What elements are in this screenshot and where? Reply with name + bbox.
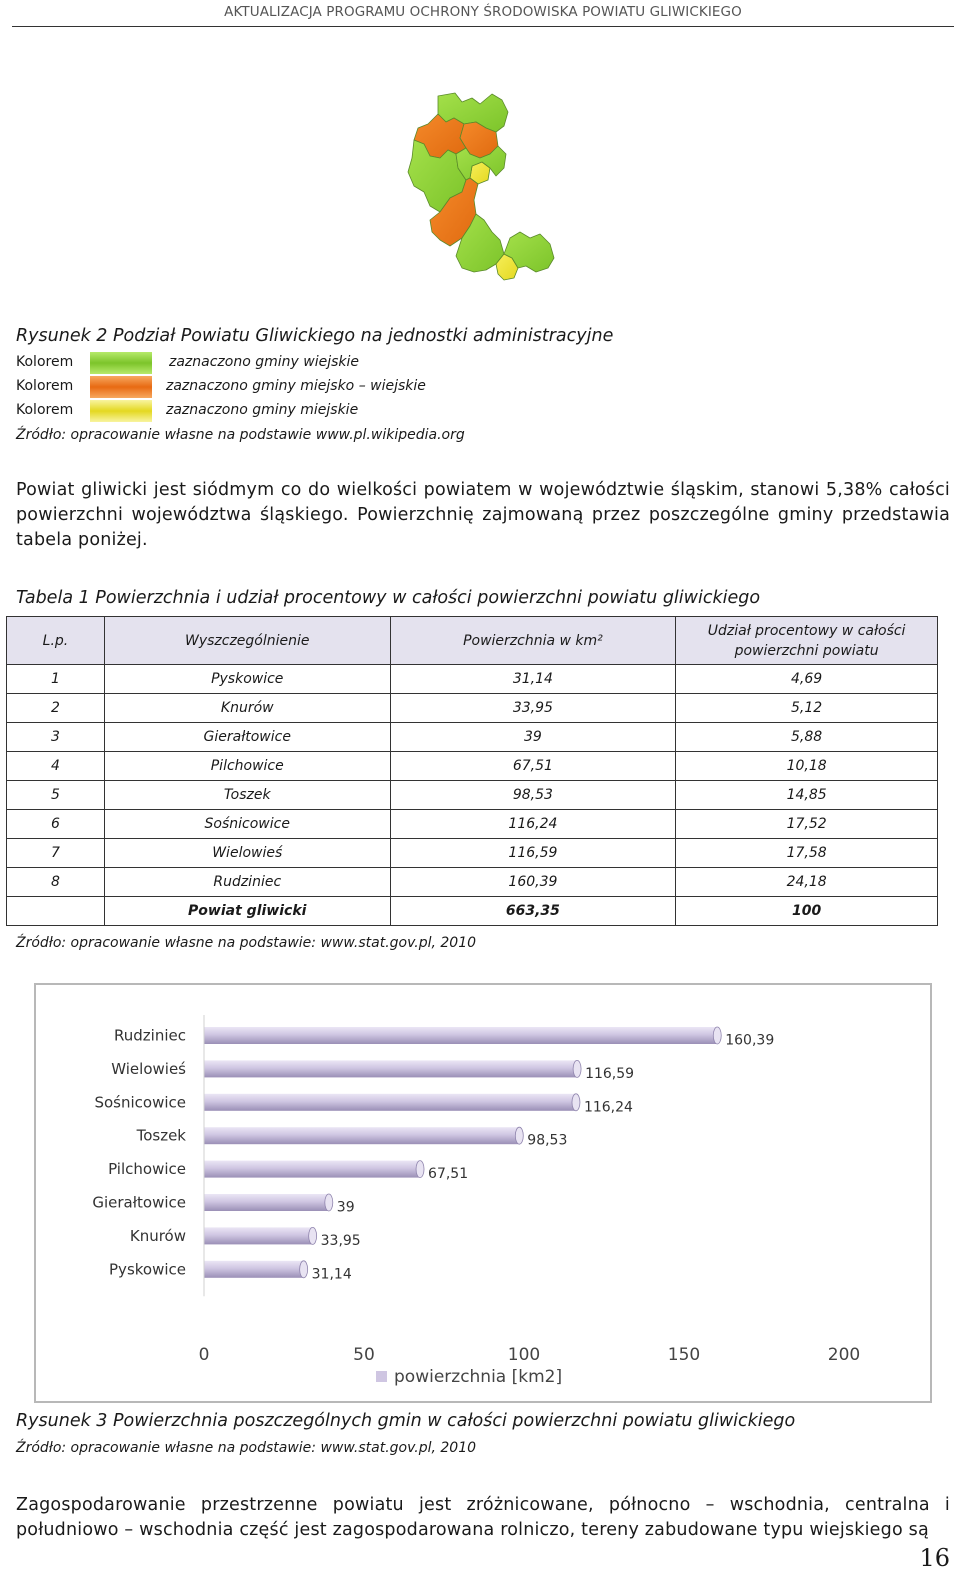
area-bar-chart [34,983,932,1403]
table-cell: Powiat gliwicki [104,897,390,926]
legend-swatch-urban-rural [90,376,152,398]
chart-bar-cap [416,1161,424,1178]
legend-label: Kolorem [16,354,74,370]
table-cell: 160,39 [390,868,676,897]
table-cell: Gierałtowice [104,723,390,752]
chart-data-label: 160,39 [725,1032,775,1049]
chart-category-label: Gierałtowice [92,1193,186,1212]
header-name: Wyszczególnienie [104,617,390,665]
table-cell: 5 [7,781,105,810]
chart-category-label: Knurów [129,1226,186,1245]
legend-text: zaznaczono gminy wiejskie [169,354,359,370]
header-share: Udział procentowy w całości powierzchni powiatu [676,617,938,665]
table-cell: 2 [7,694,105,723]
table-cell: 4 [7,752,105,781]
page-number: 16 [919,1544,950,1572]
table-row [7,665,938,694]
chart-data-label: 116,59 [585,1065,635,1082]
figure3-source: Źródło: opracowanie własne na podstawie: www.stat.gov.pl, 2010 [16,1440,477,1456]
table-cell: Sośnicowice [104,810,390,839]
table-row [7,694,938,723]
table-cell: Knurów [104,694,390,723]
table-cell: Toszek [104,781,390,810]
chart-category-label: Pilchowice [108,1160,186,1179]
chart-data-label: 39 [336,1199,355,1216]
table-cell: Pyskowice [104,665,390,694]
chart-bar-cap [515,1127,523,1144]
table-header-row [7,617,938,665]
chart-bar [204,1227,313,1244]
table-cell: 663,35 [390,897,676,926]
chart-category-label: Wielowieś [111,1059,186,1078]
table-cell: 10,18 [676,752,938,781]
chart-bar [204,1027,717,1044]
table-total-row [7,897,938,926]
chart-bar [204,1094,576,1111]
paragraph-intro: Powiat gliwicki jest siódmym co do wielkości powiatem w województwie śląskim, stanowi 5,38% całości powierzchni województwa śląskiego. Powierzchnię zajmowaną przez poszczególne gminy przedstawia tabela poniżej. [16,480,950,550]
table-row [7,752,938,781]
table-cell: 17,52 [676,810,938,839]
chart-bar [204,1161,420,1178]
table-cell: 5,88 [676,723,938,752]
legend-label: Kolorem [16,378,74,394]
chart-data-label: 67,51 [428,1166,469,1183]
table-cell: 31,14 [390,665,676,694]
table-cell: 24,18 [676,868,938,897]
chart-bar-cap [573,1060,581,1077]
chart-bar [204,1261,304,1278]
table-row [7,781,938,810]
table-row [7,868,938,897]
chart-svg [36,985,930,1401]
table-cell: 14,85 [676,781,938,810]
table-row [7,839,938,868]
table-cell: 3 [7,723,105,752]
table-cell: 116,59 [390,839,676,868]
chart-x-tick-label: 200 [827,1345,861,1366]
area-table [6,616,938,926]
chart-x-tick-label: 50 [353,1345,375,1366]
table-cell: Wielowieś [104,839,390,868]
table-cell: 5,12 [676,694,938,723]
chart-category-label: Sośnicowice [94,1093,186,1112]
header-area: Powierzchnia w km² [390,617,676,665]
table-cell: 98,53 [390,781,676,810]
legend-row-rural [16,352,516,374]
table-cell: 4,69 [676,665,938,694]
chart-bar [204,1127,519,1144]
chart-bar-cap [713,1027,721,1044]
table-cell: 100 [676,897,938,926]
table-cell: 7 [7,839,105,868]
table-cell: 8 [7,868,105,897]
table-cell: 33,95 [390,694,676,723]
table-row [7,810,938,839]
chart-legend-swatch [376,1371,387,1382]
table-cell: 116,24 [390,810,676,839]
table-cell: 39 [390,723,676,752]
chart-data-label: 98,53 [527,1132,568,1149]
table-row [7,723,938,752]
table-cell: 17,58 [676,839,938,868]
chart-data-label: 116,24 [583,1099,633,1116]
chart-x-tick-label: 0 [198,1345,210,1366]
legend-label: Kolorem [16,402,74,418]
chart-bar-cap [309,1227,317,1244]
header-lp: L.p. [7,617,105,665]
table-cell: 67,51 [390,752,676,781]
chart-category-label: Rudziniec [114,1026,186,1045]
page-header: AKTUALIZACJA PROGRAMU OCHRONY ŚRODOWISKA POWIATU GLIWICKIEGO [12,4,954,27]
legend-text: zaznaczono gminy miejsko – wiejskie [166,378,426,394]
paragraph-zoning: Zagospodarowanie przestrzenne powiatu jest zróżnicowane, północno – wschodnia, centralna i południowo – wschodnia część jest zagospodarowana rolniczo, tereny zabudowane typu wiejskiego są [16,1495,950,1540]
table-cell: Pilchowice [104,752,390,781]
legend-row-urban-rural [16,376,516,398]
table1-caption: Tabela 1 Powierzchnia i udział procentowy w całości powierzchni powiatu gliwickiego [16,588,761,608]
chart-bar [204,1060,577,1077]
chart-data-label: 33,95 [320,1232,361,1249]
chart-bar [204,1194,329,1211]
chart-category-label: Toszek [136,1126,186,1145]
district-map [400,88,560,293]
table-cell: Rudziniec [104,868,390,897]
chart-x-tick-label: 100 [507,1345,541,1366]
table1-source: Źródło: opracowanie własne na podstawie: www.stat.gov.pl, 2010 [16,935,477,951]
legend-swatch-urban [90,400,152,422]
figure3-caption: Rysunek 3 Powierzchnia poszczególnych gmin w całości powierzchni powiatu gliwickiego [16,1411,796,1431]
figure2-source: Źródło: opracowanie własne na podstawie www.pl.wikipedia.org [16,427,465,443]
figure2-caption: Rysunek 2 Podział Powiatu Gliwickiego na jednostki administracyjne [16,326,614,346]
chart-bar-cap [325,1194,333,1211]
chart-legend-label: powierzchnia [km2] [394,1367,563,1387]
legend-row-urban [16,400,516,422]
chart-bar-cap [572,1094,580,1111]
chart-data-label: 31,14 [311,1266,352,1283]
table-cell [7,897,105,926]
legend-swatch-rural [90,352,152,374]
table-cell: 1 [7,665,105,694]
legend-text: zaznaczono gminy miejskie [166,402,359,418]
chart-category-label: Pyskowice [109,1260,186,1279]
chart-bar-cap [300,1261,308,1278]
chart-x-tick-label: 150 [667,1345,701,1366]
table-cell: 6 [7,810,105,839]
